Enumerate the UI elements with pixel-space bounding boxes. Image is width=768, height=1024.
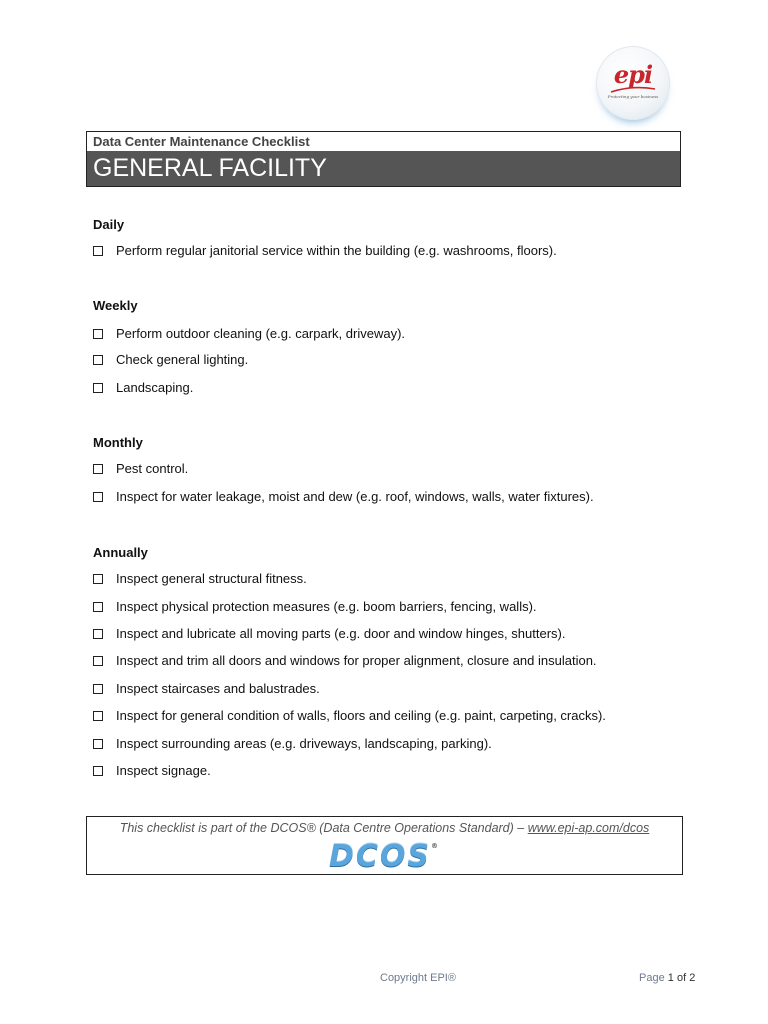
checklist-title: GENERAL FACILITY <box>87 151 680 186</box>
dcos-logo: DCOS® <box>328 839 441 874</box>
section-heading-daily: Daily <box>93 217 125 232</box>
checklist-subtitle: Data Center Maintenance Checklist <box>93 134 310 149</box>
copyright-text: Copyright EPI® <box>380 972 456 984</box>
checklist-item[interactable]: Landscaping. <box>93 380 193 395</box>
checklist-header <box>86 131 681 187</box>
checkbox[interactable] <box>93 355 103 365</box>
checkbox[interactable] <box>93 602 103 612</box>
checkbox[interactable] <box>93 766 103 776</box>
logo-swoosh-icon <box>610 86 656 94</box>
checklist-item[interactable]: Inspect physical protection measures (e.g. boom barriers, fencing, walls). <box>93 599 537 614</box>
section-heading-weekly: Weekly <box>93 298 138 313</box>
footer-note: This checklist is part of the DCOS® (Data Centre Operations Standard) – www.epi-ap.com/dcos <box>119 821 650 835</box>
checklist-item[interactable]: Perform regular janitorial service within the building (e.g. washrooms, floors). <box>93 243 557 258</box>
checkbox[interactable] <box>93 739 103 749</box>
dcos-footer-box <box>86 816 683 875</box>
checkbox[interactable] <box>93 684 103 694</box>
section-heading-annually: Annually <box>93 545 148 560</box>
dcos-link[interactable]: www.epi-ap.com/dcos <box>527 821 650 835</box>
logo-text: epi <box>613 60 653 89</box>
checklist-item[interactable]: Inspect and lubricate all moving parts (e.g. door and window hinges, shutters). <box>93 626 565 641</box>
checkbox[interactable] <box>93 383 103 393</box>
checkbox[interactable] <box>93 711 103 721</box>
checklist-item[interactable]: Inspect surrounding areas (e.g. driveways, landscaping, parking). <box>93 736 492 751</box>
epi-logo <box>596 46 670 120</box>
checkbox[interactable] <box>93 464 103 474</box>
checklist-item[interactable]: Inspect for general condition of walls, floors and ceiling (e.g. paint, carpeting, cracks). <box>93 708 606 723</box>
checklist-item[interactable]: Pest control. <box>93 461 188 476</box>
checkbox[interactable] <box>93 329 103 339</box>
checklist-item[interactable]: Check general lighting. <box>93 352 248 367</box>
logo-tagline: Protecting your business <box>607 94 659 99</box>
checklist-item[interactable]: Inspect for water leakage, moist and dew (e.g. roof, windows, walls, water fixtures). <box>93 489 594 504</box>
checkbox[interactable] <box>93 656 103 666</box>
checklist-item[interactable]: Inspect signage. <box>93 763 211 778</box>
checklist-item[interactable]: Inspect general structural fitness. <box>93 571 307 586</box>
checkbox[interactable] <box>93 574 103 584</box>
section-heading-monthly: Monthly <box>93 435 143 450</box>
checkbox[interactable] <box>93 246 103 256</box>
checkbox[interactable] <box>93 629 103 639</box>
checklist-item[interactable]: Perform outdoor cleaning (e.g. carpark, driveway). <box>93 326 405 341</box>
checkbox[interactable] <box>93 492 103 502</box>
page-number: Page 1 of 2 <box>639 972 696 984</box>
checklist-item[interactable]: Inspect and trim all doors and windows for proper alignment, closure and insulation. <box>93 653 597 668</box>
checklist-item[interactable]: Inspect staircases and balustrades. <box>93 681 320 696</box>
